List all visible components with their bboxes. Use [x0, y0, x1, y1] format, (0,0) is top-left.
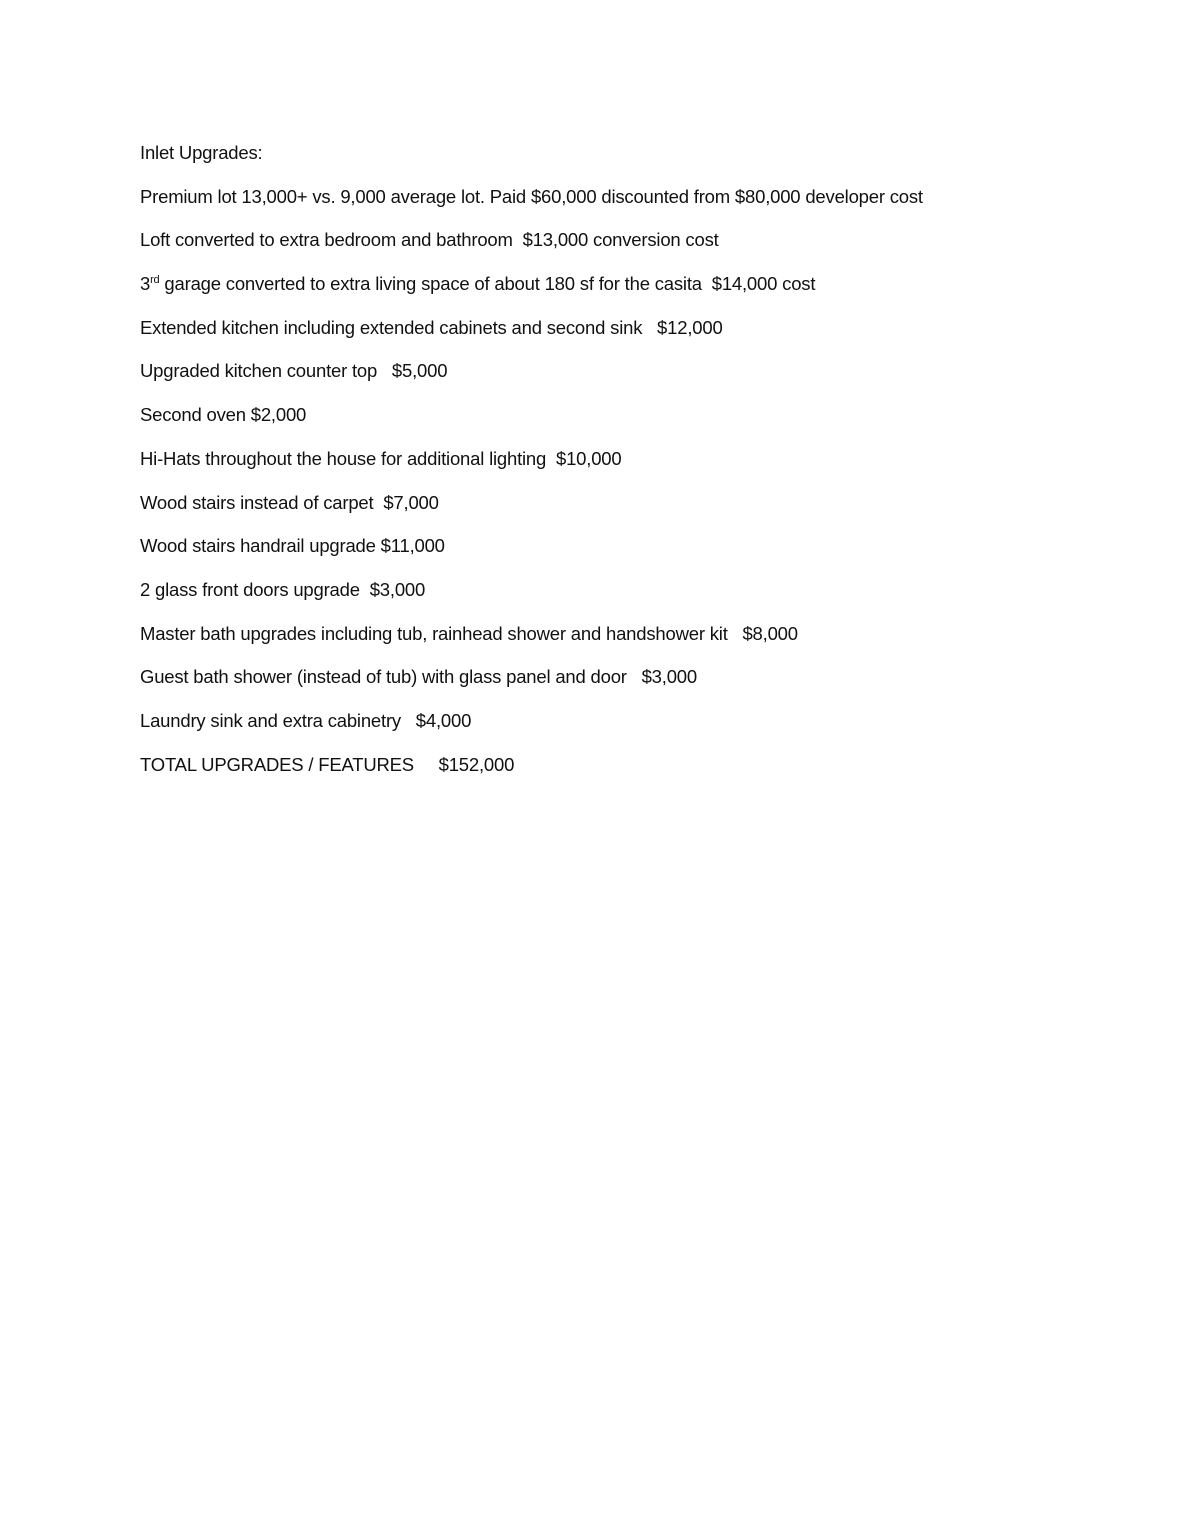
upgrades-list	[140, 141, 1140, 796]
upgrade-line-second-oven: Second oven $2,000	[140, 404, 307, 426]
total-upgrades-line: TOTAL UPGRADES / FEATURES $152,000	[140, 753, 515, 775]
upgrade-line-hi-hats: Hi-Hats throughout the house for additional lighting $10,000	[140, 447, 622, 469]
document-heading: Inlet Upgrades:	[140, 142, 263, 163]
garage-text: garage converted to extra living space of about 180 sf for the casita $14,000 cost	[159, 273, 816, 295]
upgrade-line-premium-lot: Premium lot 13,000+ vs. 9,000 average lot. Paid $60,000 discounted from $80,000 developer cost	[140, 185, 923, 207]
upgrade-line-extended-kitchen: Extended kitchen including extended cabinets and second sink $12,000	[140, 316, 723, 338]
upgrade-line-master-bath: Master bath upgrades including tub, rainhead shower and handshower kit $8,000	[140, 622, 798, 644]
upgrade-line-guest-bath: Guest bath shower (instead of tub) with glass panel and door $3,000	[140, 666, 697, 688]
garage-number: 3	[140, 273, 151, 295]
upgrade-line-glass-doors: 2 glass front doors upgrade $3,000	[140, 578, 426, 600]
upgrade-line-counter-top: Upgraded kitchen counter top $5,000	[140, 360, 448, 382]
upgrade-line-wood-stairs: Wood stairs instead of carpet $7,000	[140, 491, 439, 513]
upgrade-line-laundry: Laundry sink and extra cabinetry $4,000	[140, 709, 472, 731]
garage-ordinal-suffix: rd	[150, 274, 160, 287]
upgrade-line-garage	[140, 272, 1140, 316]
upgrade-line-loft: Loft converted to extra bedroom and bathroom $13,000 conversion cost	[140, 229, 719, 251]
upgrade-line-handrail: Wood stairs handrail upgrade $11,000	[140, 535, 445, 557]
